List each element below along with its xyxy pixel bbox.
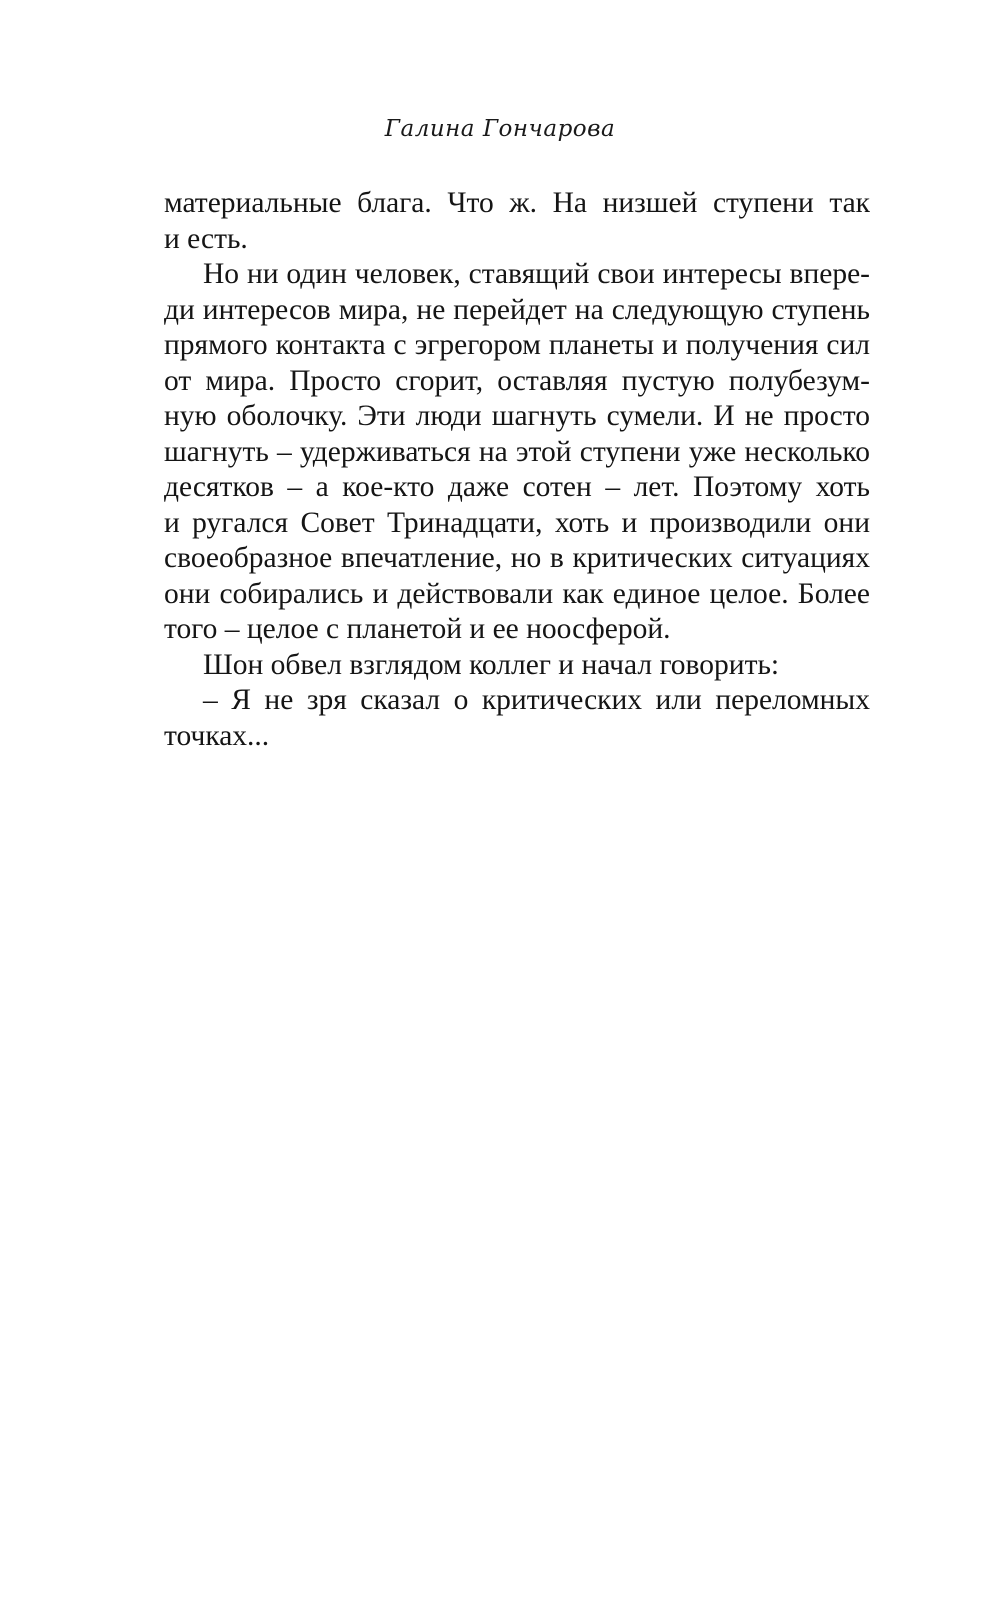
running-head-author: Галина Гончарова	[384, 116, 616, 142]
text-line: материальные блага. Что ж. На низшей ступени так	[164, 187, 870, 219]
text-line: и ругался Совет Тринадцати, хоть и производили они	[164, 506, 870, 539]
text-line: Но ни один человек, ставящий свои интересы впере-	[203, 258, 870, 290]
body-text	[164, 186, 870, 754]
text-line: того – целое с планетой и ее ноосферой.	[164, 613, 671, 645]
text-line: Шон обвел взглядом коллег и начал говорить:	[203, 648, 780, 681]
text-line: десятков – а кое-кто даже сотен – лет. Поэтому хоть	[164, 471, 870, 503]
text-line: своеобразное впечатление, но в критических ситуациях	[164, 542, 870, 574]
text-line: ди интересов мира, не перейдет на следующую ступень	[164, 293, 870, 326]
text-line: ную оболочку. Эти люди шагнуть сумели. И не просто	[164, 400, 870, 432]
text-line: прямого контакта с эгрегором планеты и получения сил	[164, 329, 870, 361]
text-line: точках...	[164, 719, 270, 752]
text-line: они собирались и действовали как единое целое. Более	[164, 577, 870, 610]
text-line: – Я не зря сказал о критических или переломных	[203, 684, 870, 716]
text-line: от мира. Просто сгорит, оставляя пустую полубезум-	[164, 364, 870, 397]
text-line: шагнуть – удерживаться на этой ступени уже несколько	[164, 435, 870, 468]
text-line: и есть.	[164, 222, 248, 255]
